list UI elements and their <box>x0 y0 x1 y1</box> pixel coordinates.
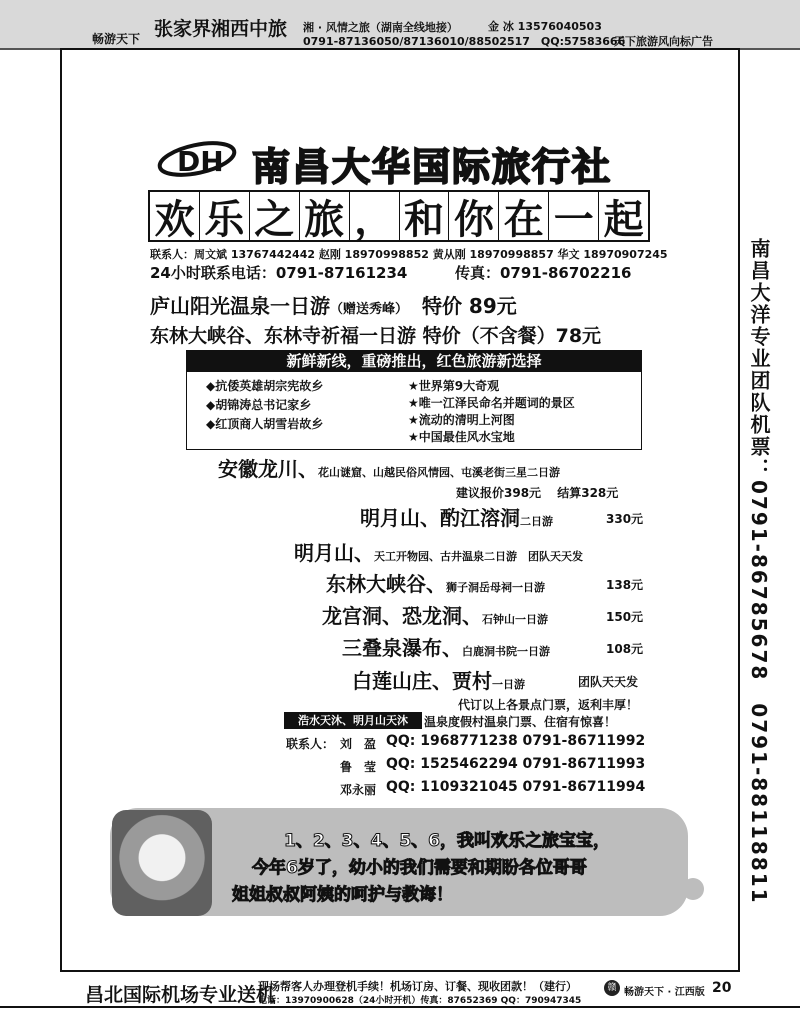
spa-ticket-note: 温泉度假村温泉门票、住宿有惊喜！ <box>424 715 617 729</box>
mascot-line: 姐姐叔叔阿姨的呵护与教诲！ <box>232 885 453 905</box>
tour-desc: 二日游 <box>520 515 553 528</box>
slogan-char: 旅 <box>300 192 350 240</box>
slogan-char: 在 <box>499 192 549 240</box>
top-right-text: 天下旅游风向标广告 <box>614 35 713 48</box>
top-subtitle: 湘 · 风情之旅（湖南全线地接） <box>303 21 458 34</box>
tour-anhui-price: 建议报价398元 结算328元 <box>456 486 619 500</box>
qq-contact-name: 刘 盈 <box>340 737 377 751</box>
side-ticket-ad: 南昌大洋专业团队机票：0791-86785678 0791-88118811 <box>747 238 771 905</box>
publication-name: 畅游天下 · 江西版 <box>624 987 705 998</box>
slogan-char: 乐 <box>200 192 250 240</box>
promo-left-item: ◆抗倭英雄胡宗宪故乡 <box>206 379 324 393</box>
baby-photo <box>112 810 212 916</box>
agency-logo-icon <box>155 137 239 181</box>
svg-text:DH: DH <box>177 145 224 178</box>
tour-longgong <box>322 600 548 629</box>
deal-lushan-name: 庐山阳光温泉一日游 <box>150 294 330 318</box>
spa-highlight-badge: 浩水天沐、明月山天沐 <box>284 712 422 729</box>
slogan-char: 你 <box>449 192 499 240</box>
slogan-char: ， <box>350 192 400 240</box>
promo-right-item: ★中国最佳风水宝地 <box>408 430 515 444</box>
tour-donglin <box>326 568 545 597</box>
slogan-grid <box>148 190 650 242</box>
page-number: 20 <box>712 980 732 996</box>
tour-mingyue-cave <box>360 502 553 531</box>
fax-number: 传真：0791-86702216 <box>455 264 632 282</box>
tour-desc: 石钟山一日游 <box>482 613 548 626</box>
tour-title: 龙宫洞、恐龙洞、 <box>322 604 482 628</box>
tour-title: 东林大峡谷、 <box>326 572 446 596</box>
mascot-panel-dot <box>682 878 704 900</box>
tour-desc: 狮子洞岳母祠一日游 <box>446 581 545 594</box>
footer-phones: 电话：13970900628（24小时开机）传真：87652369 QQ：790947345 <box>258 996 582 1006</box>
deal-donglin: 东林大峡谷、东林寺祈福一日游 特价（不含餐）78元 <box>150 325 602 347</box>
deal-lushan-note: （赠送秀峰） <box>330 302 409 317</box>
tour-mingyue-spring <box>294 537 583 566</box>
tour-desc: 一日游 <box>492 678 525 691</box>
promo-right-item: ★流动的清明上河图 <box>408 413 515 427</box>
promo-left-item: ◆红顶商人胡雪岩故乡 <box>206 417 324 431</box>
mascot-line: 今年6岁了，幼小的我们需要和期盼各位哥哥 <box>252 858 587 878</box>
publication-badge-icon: 赣 <box>604 980 620 996</box>
tour-desc: 白鹿洞书院一日游 <box>462 645 550 658</box>
top-company-name: 张家界湘西中旅 <box>154 18 288 40</box>
tour-price: 138元 <box>606 578 644 592</box>
slogan-char: 之 <box>250 192 300 240</box>
tour-price: 330元 <box>606 512 644 526</box>
contact-persons: 联系人：周文斌 13767442442 赵刚 18970998852 黄从刚 18970998857 华文 18970907245 <box>150 248 668 261</box>
slogan-char: 欢 <box>150 192 200 240</box>
tour-sandie <box>342 632 550 661</box>
top-contact: 金 冰 13576040503 <box>488 20 602 33</box>
top-phones: 0791-87136050/87136010/88502517 QQ:57583666 <box>303 35 626 48</box>
tour-anhui-title: 安徽龙川、 <box>218 457 318 481</box>
tour-anhui-desc: 花山谜窟、山越民俗风情园、屯溪老街三星二日游 <box>318 466 560 479</box>
slogan-char: 起 <box>603 195 644 243</box>
mascot-line: 1、2、3、4、5、6，我叫欢乐之旅宝宝， <box>284 831 610 851</box>
qq-contact-info: QQ: 1109321045 0791-86711994 <box>386 779 646 795</box>
qq-contact-label: 联系人： <box>286 737 335 751</box>
promo-left-item: ◆胡锦涛总书记家乡 <box>206 398 312 412</box>
deal-lushan-price: 特价 89元 <box>421 294 517 318</box>
deal-lushan <box>150 290 517 319</box>
tour-title: 明月山、 <box>294 541 374 565</box>
hotline: 24小时联系电话：0791-87161234 <box>150 264 408 282</box>
tour-price: 团队天天发 <box>578 675 639 689</box>
tour-title: 明月山、酌江溶洞 <box>360 506 520 530</box>
promo-right-item: ★唯一江泽民命名并题词的景区 <box>408 396 575 410</box>
footer-divider <box>0 1006 800 1008</box>
tour-price: 150元 <box>606 610 644 624</box>
tour-desc: 天工开物园、古井温泉二日游 团队天天发 <box>374 550 583 563</box>
tour-bailian <box>352 665 525 694</box>
qq-contact-name: 鲁 莹 <box>340 760 377 774</box>
promo-right-item: ★世界第9大奇观 <box>408 379 500 393</box>
tour-title: 三叠泉瀑布、 <box>342 636 462 660</box>
promo-title: 新鲜新线，重磅推出，红色旅游新选择 <box>186 350 642 372</box>
slogan-char: 一 <box>549 192 599 240</box>
slogan-char: 和 <box>400 192 450 240</box>
qq-contact-info: QQ: 1968771238 0791-86711992 <box>386 733 646 749</box>
footer-desc: 现场帮客人办理登机手续！机场订房、订餐、现收团款！（建行） <box>258 980 577 993</box>
qq-contact-name: 邓永丽 <box>340 783 377 797</box>
qq-contact-info: QQ: 1525462294 0791-86711993 <box>386 756 646 772</box>
top-slogan: 畅游天下 <box>92 32 141 46</box>
ticket-note: 代订以上各景点门票，返利丰厚！ <box>458 698 639 712</box>
footer-title: 昌北国际机场专业送机 <box>85 984 276 1006</box>
agency-name: 南昌大华国际旅行社 <box>252 145 613 189</box>
tour-price: 108元 <box>606 642 644 656</box>
tour-title: 白莲山庄、贾村 <box>352 669 492 693</box>
tour-anhui <box>218 453 560 482</box>
